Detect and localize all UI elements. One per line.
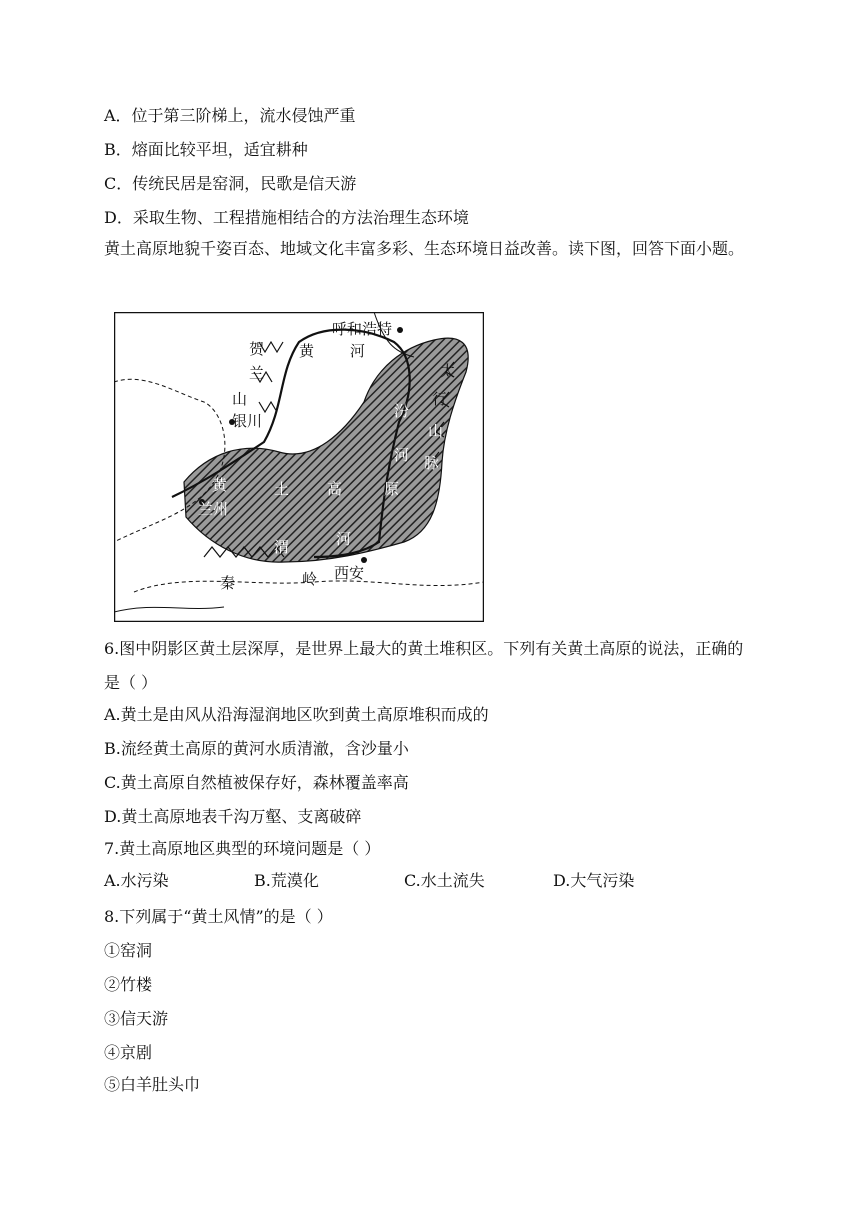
label-qin: 秦 xyxy=(220,574,236,592)
label-lanzhou: 兰州 xyxy=(198,500,229,518)
label-wei-he: 河 xyxy=(336,530,352,548)
label-huang: 黄 xyxy=(212,476,228,494)
q7-option-c: C.水土流失 xyxy=(404,871,485,890)
label-xian: 西安 xyxy=(334,564,365,582)
label-shan: 山 xyxy=(232,390,248,408)
label-yuan: 原 xyxy=(384,480,400,498)
label-ling: 岭 xyxy=(302,570,318,588)
label-fen-he: 河 xyxy=(394,446,410,464)
q6-stem: 6.图中阴影区黄土层深厚，是世界上最大的黄土堆积区。下列有关黄土高原的说法，正确的是（ ） xyxy=(104,639,744,692)
label-huang-river-2: 河 xyxy=(350,342,366,360)
q8-item-2: ②竹楼 xyxy=(104,975,153,994)
loess-plateau-map xyxy=(114,312,484,622)
label-he: 贺 xyxy=(249,340,265,358)
q6-option-b: B.流经黄土高原的黄河水质清澈，含沙量小 xyxy=(104,739,409,758)
q6-option-a: A.黄土是由风从沿海湿润地区吹到黄土高原堆积而成的 xyxy=(104,705,489,724)
label-huhehaote: 呼和浩特 xyxy=(332,320,393,338)
q8-item-3: ③信天游 xyxy=(104,1009,169,1028)
label-huang-river-1: 黄 xyxy=(299,342,315,360)
q7-option-b: B.荒漠化 xyxy=(254,871,319,890)
label-shan2: 山 xyxy=(428,422,444,440)
q8-item-4: ④京剧 xyxy=(104,1043,153,1062)
label-fen: 汾 xyxy=(394,402,410,420)
q8-stem: 8.下列属于“黄土风情”的是（ ） xyxy=(104,907,333,926)
option-prev-a: A．位于第三阶梯上，流水侵蚀严重 xyxy=(104,106,356,125)
label-tai: 太 xyxy=(440,362,456,380)
q6-option-c: C.黄土高原自然植被保存好，森林覆盖率高 xyxy=(104,773,409,792)
q7-options xyxy=(104,870,754,892)
q7-option-d: D.大气污染 xyxy=(553,871,635,890)
option-prev-b: B．熔面比较平坦，适宜耕种 xyxy=(104,140,308,159)
label-hang: 行 xyxy=(432,390,448,408)
label-gao: 高 xyxy=(327,480,343,498)
q6-option-d: D.黄土高原地表千沟万壑、支离破碎 xyxy=(104,807,362,826)
q8-item-1: ①窑洞 xyxy=(104,941,153,960)
intro-text: 黄土高原地貌千姿百态、地域文化丰富多彩、生态环境日益改善。读下图，回答下面小题。 xyxy=(104,239,745,258)
q7-stem: 7.黄土高原地区典型的环境问题是（ ） xyxy=(104,839,381,858)
label-mai: 脉 xyxy=(424,454,440,472)
q8-item-5: ⑤白羊肚头巾 xyxy=(104,1075,201,1094)
label-tu: 土 xyxy=(274,480,290,498)
q7-option-a: A.水污染 xyxy=(104,871,169,890)
option-prev-d: D．采取生物、工程措施相结合的方法治理生态环境 xyxy=(104,208,469,227)
option-prev-c: C．传统民居是窑洞，民歌是信天游 xyxy=(104,174,357,193)
label-wei: 渭 xyxy=(274,538,290,556)
label-yinchuan: 银川 xyxy=(232,412,263,430)
label-lan: 兰 xyxy=(249,364,265,382)
